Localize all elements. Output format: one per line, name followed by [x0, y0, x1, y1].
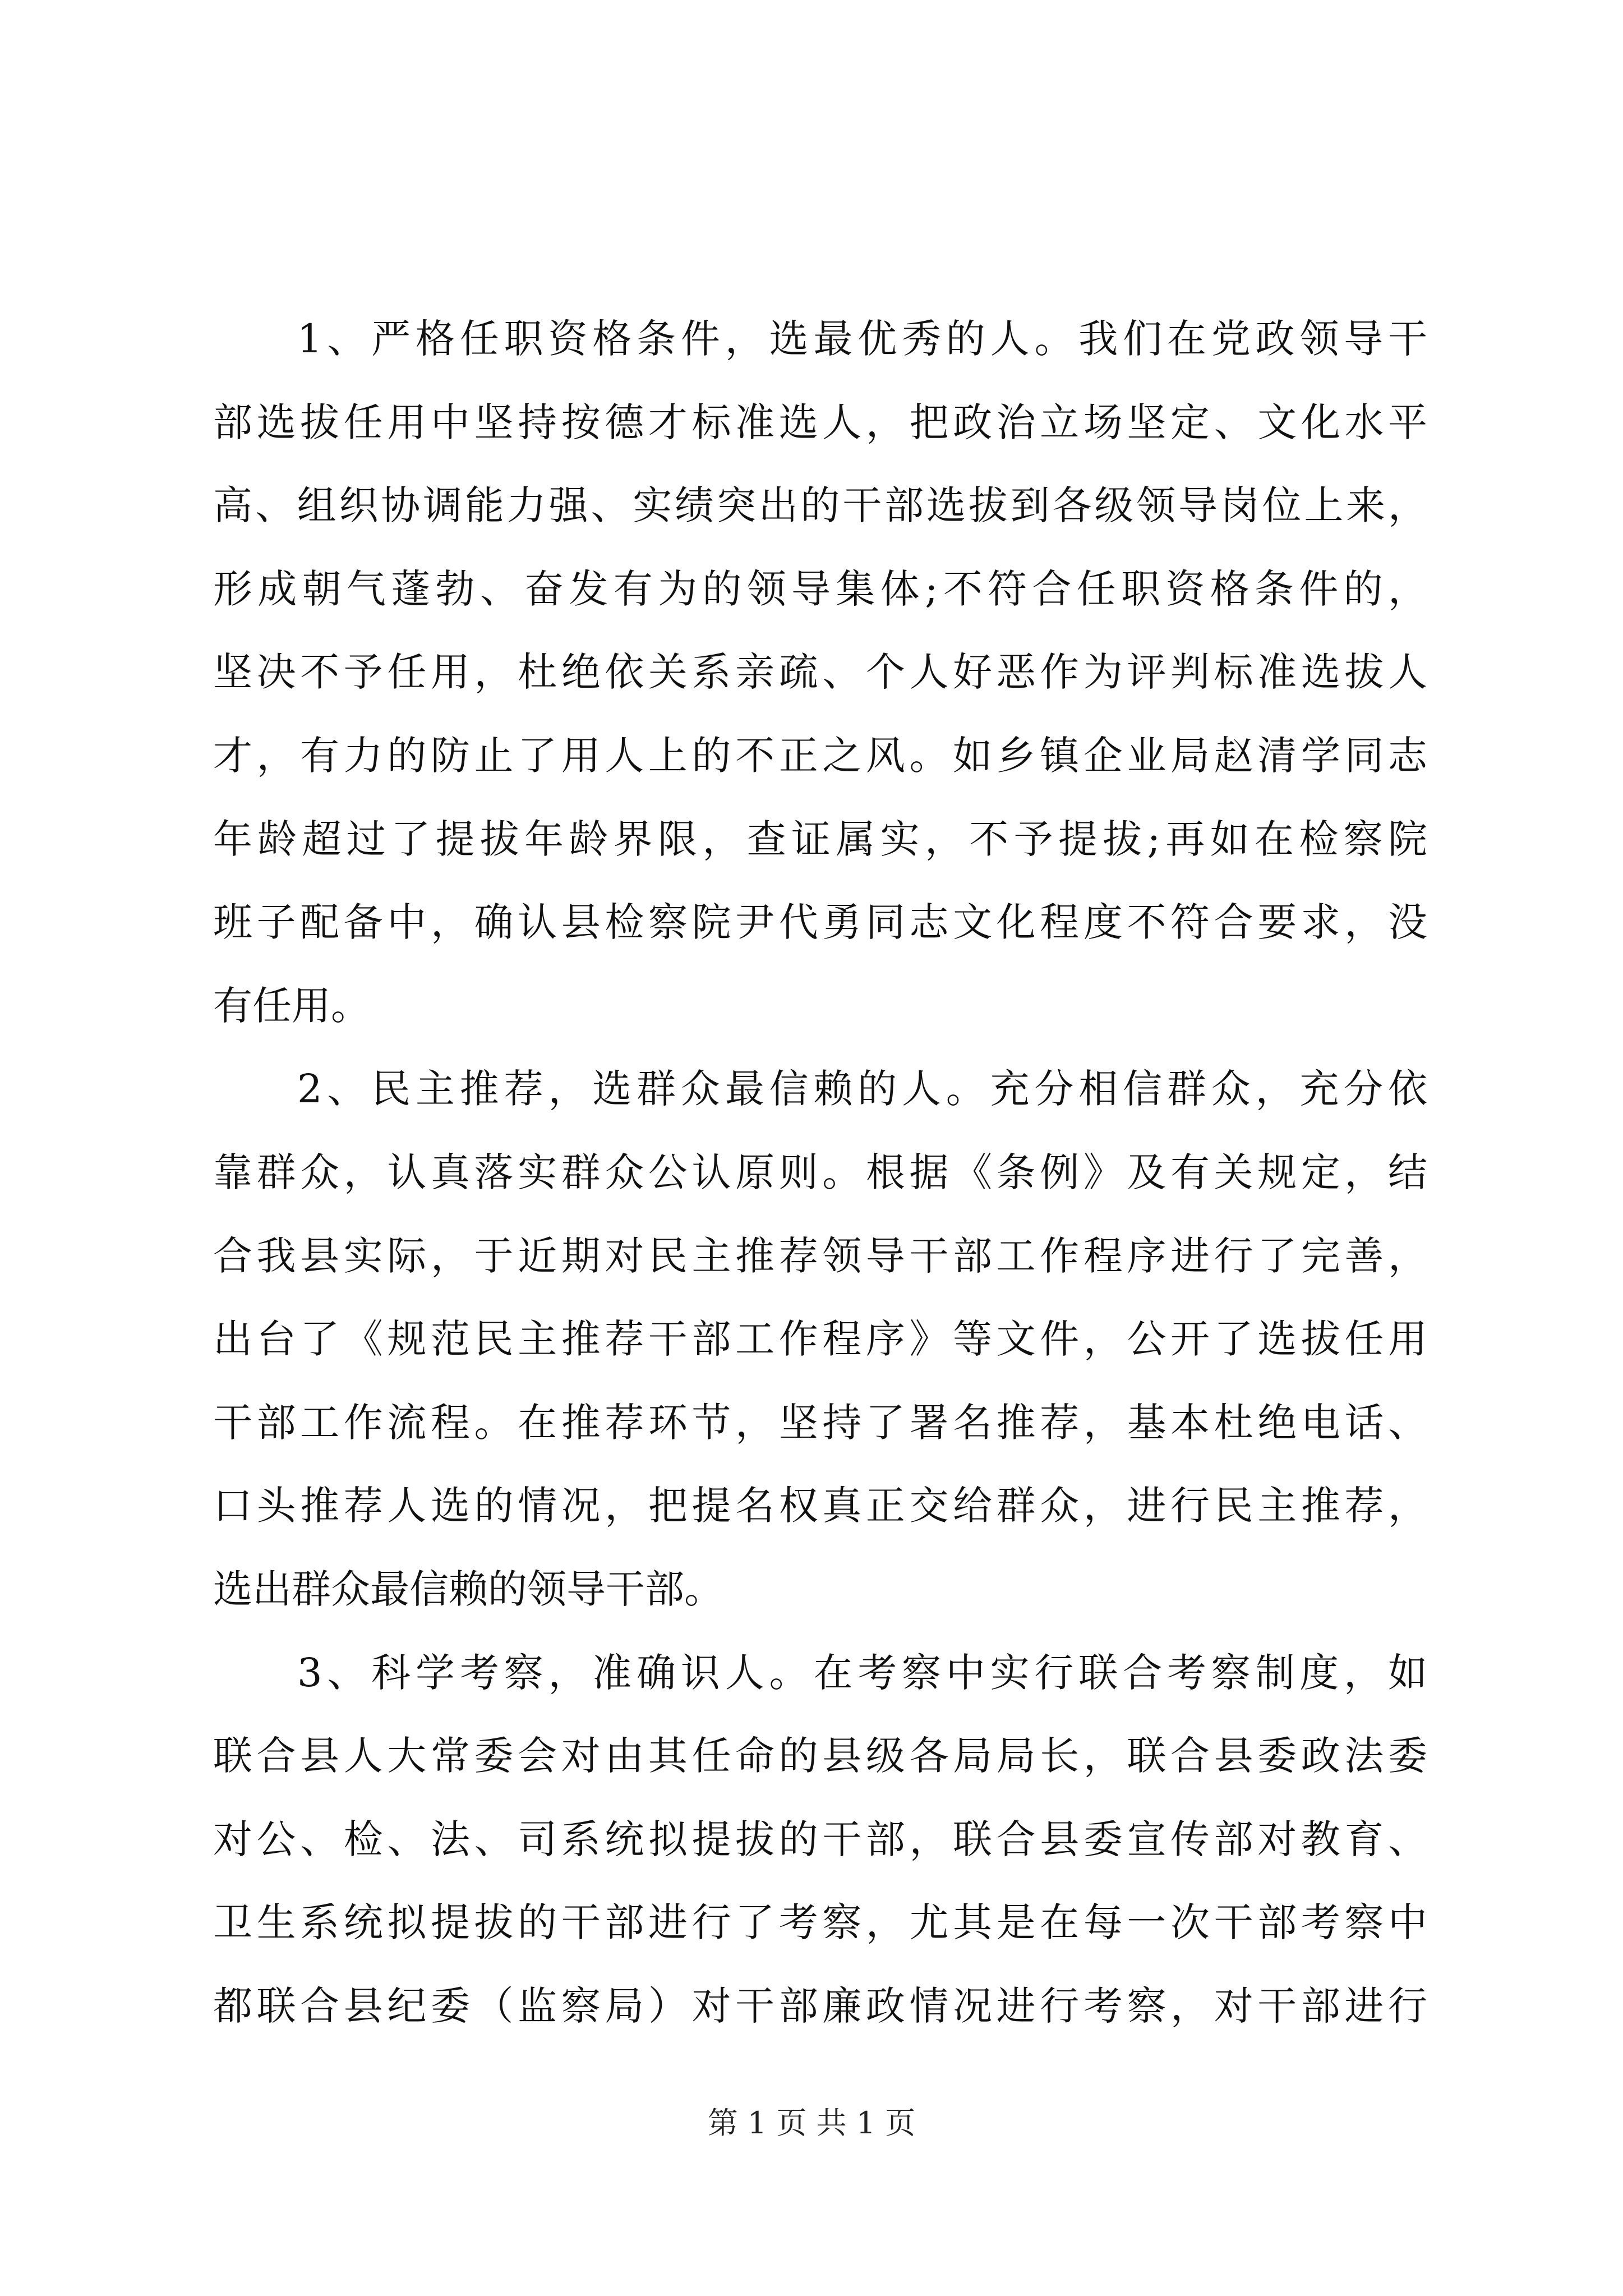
text-line: 才，有力的防止了用人上的不正之风。如乡镇企业局赵清学同志: [213, 732, 1427, 779]
text-line: 选出群众最信赖的领导干部。: [213, 1566, 723, 1612]
text-line: 1、严格任职资格条件，选最优秀的人。我们在党政领导干: [297, 316, 1427, 362]
paragraph-2: [213, 1047, 1427, 1631]
paragraph-3: [213, 1631, 1427, 2048]
paragraph-1: [213, 297, 1427, 1047]
text-line: 出台了《规范民主推荐干部工作程序》等文件，公开了选拔任用: [213, 1316, 1427, 1363]
text-line: 部选拔任用中坚持按德才标准选人，把政治立场坚定、文化水平: [213, 399, 1427, 445]
page-footer: 第 1 页 共 1 页: [707, 2105, 916, 2141]
text-line: 形成朝气蓬勃、奋发有为的领导集体;不符合任职资格条件的，: [213, 565, 1427, 612]
text-line: 有任用。: [213, 982, 370, 1029]
text-line: 都联合县纪委（监察局）对干部廉政情况进行考察，对干部进行: [213, 1982, 1427, 2029]
text-line: 联合县人大常委会对由其任命的县级各局局长，联合县委政法委: [213, 1733, 1427, 1779]
text-line: 靠群众，认真落实群众公认原则。根据《条例》及有关规定，结: [213, 1149, 1427, 1195]
text-line: 班子配备中，确认县检察院尹代勇同志文化程度不符合要求，没: [213, 899, 1427, 946]
text-line: 年龄超过了提拔年龄界限，查证属实，不予提拔;再如在检察院: [213, 816, 1427, 862]
text-line: 卫生系统拟提拔的干部进行了考察，尤其是在每一次干部考察中: [213, 1899, 1427, 1946]
text-line: 干部工作流程。在推荐环节，坚持了署名推荐，基本杜绝电话、: [213, 1399, 1427, 1446]
text-line: 口头推荐人选的情况，把提名权真正交给群众，进行民主推荐，: [213, 1483, 1427, 1529]
text-line: 对公、检、法、司系统拟提拔的干部，联合县委宣传部对教育、: [213, 1816, 1427, 1862]
text-line: 合我县实际，于近期对民主推荐领导干部工作程序进行了完善，: [213, 1232, 1427, 1279]
text-line: 坚决不予任用，杜绝依关系亲疏、个人好恶作为评判标准选拔人: [213, 649, 1427, 696]
body-text: [213, 297, 1427, 2047]
text-line: 2、民主推荐，选群众最信赖的人。充分相信群众，充分依: [297, 1066, 1427, 1112]
text-line: 高、组织协调能力强、实绩突出的干部选拔到各级领导岗位上来，: [213, 482, 1427, 529]
text-line: 3、科学考察，准确识人。在考察中实行联合考察制度，如: [297, 1649, 1427, 1696]
